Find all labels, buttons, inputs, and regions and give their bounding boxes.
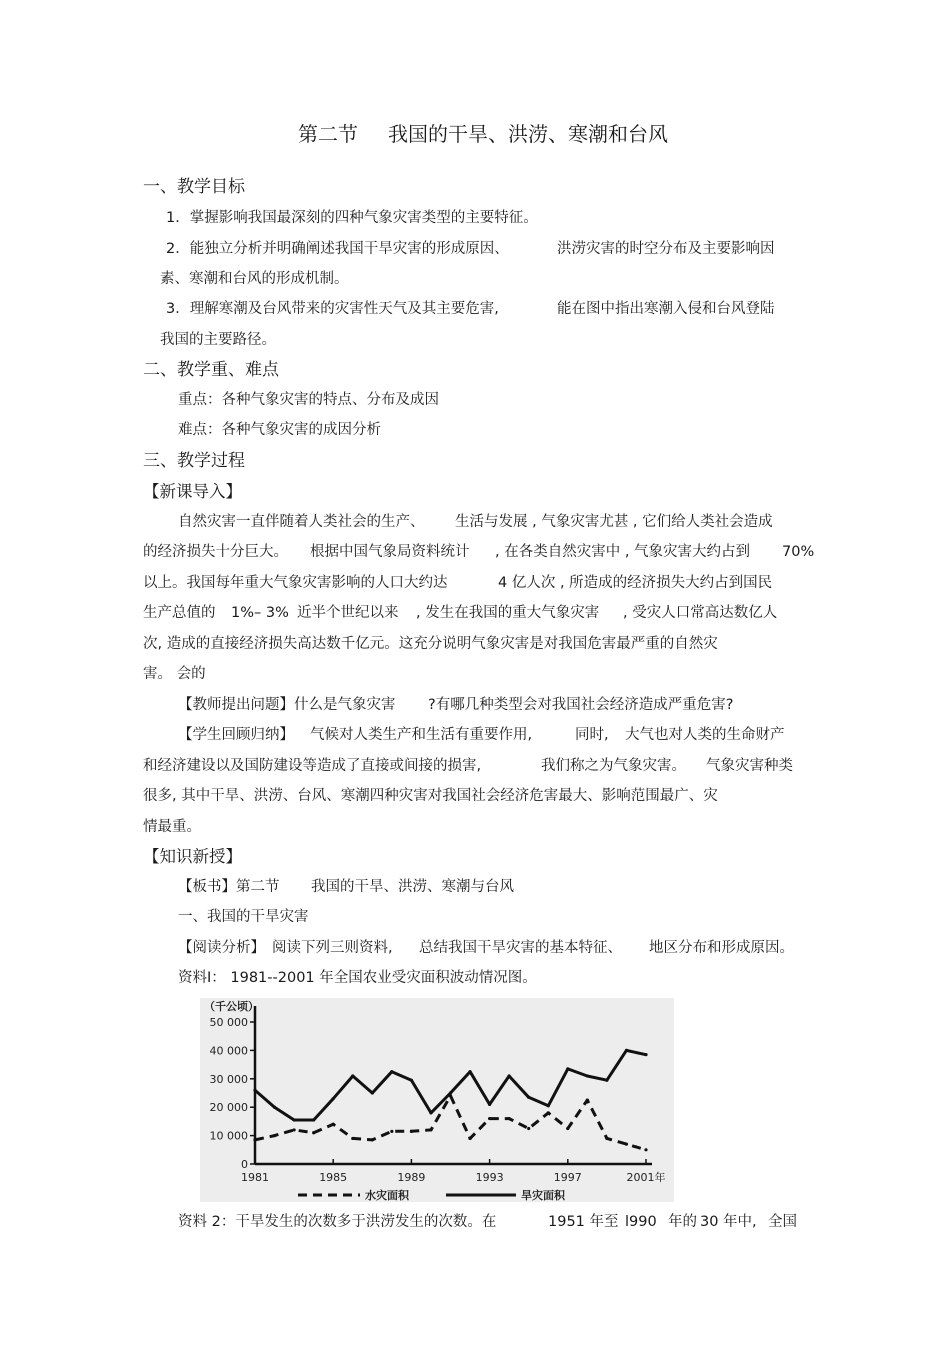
flood-data-point: [253, 1138, 256, 1141]
intro-line-1a: 自然灾害一直伴随着人类社会的生产、: [178, 514, 425, 530]
drought-data-point: [566, 1067, 569, 1070]
flood-data-point: [468, 1137, 471, 1140]
flood-data-point: [429, 1128, 432, 1131]
material-2b: 1951 年至: [548, 1214, 619, 1230]
difficult-point: 难点：各种气象灾害的成因分析: [178, 422, 381, 438]
drought-data-point: [625, 1049, 628, 1052]
drought-area-line: [255, 1050, 646, 1120]
student-summary-1a: 【学生回顾归纳】: [178, 727, 294, 743]
drought-data-point: [312, 1118, 315, 1121]
y-tick-label: 30 000: [209, 1072, 248, 1086]
drought-data-point: [605, 1079, 608, 1082]
flood-data-point: [566, 1127, 569, 1130]
material-1: 资料Ⅰ： 1981--2001 年全国农业受灾面积波动情况图。: [178, 970, 537, 986]
intro-line-2b: 根据中国气象局资料统计: [310, 544, 470, 560]
intro-line-4b: 1%– 3%: [231, 605, 289, 621]
intro-bracket: 【新课导入】: [143, 482, 242, 501]
drought-data-point: [644, 1053, 647, 1056]
objective-1: 1．掌握影响我国最深刻的四种气象灾害类型的主要特征。: [166, 210, 538, 226]
y-tick-label: 10 000: [209, 1129, 248, 1143]
objective-2c: 素、寒潮和台风的形成机制。: [160, 271, 349, 287]
intro-line-4c: 近半个世纪以来: [297, 605, 399, 621]
flood-data-point: [586, 1099, 589, 1102]
material-2f: 全国: [768, 1214, 797, 1230]
flood-data-point: [410, 1130, 413, 1133]
intro-line-2c: , 在各类自然灾害中 , 气象灾害大约占到: [495, 544, 751, 560]
flood-data-point: [293, 1128, 296, 1131]
student-summary-2a: 和经济建设以及国防建设等造成了直接或间接的损害,: [143, 758, 482, 774]
flood-data-point: [273, 1134, 276, 1137]
student-summary-2c: 气象灾害种类: [706, 758, 793, 774]
drought-data-point: [273, 1106, 276, 1109]
student-summary-1d: 大气也对人类的生命财产: [625, 727, 785, 743]
flood-data-point: [527, 1127, 530, 1130]
drought-data-point: [508, 1074, 511, 1077]
reading-a: 【阅读分析】: [178, 940, 265, 956]
heading-key-points: 二、教学重、难点: [143, 360, 279, 380]
drought-data-point: [429, 1111, 432, 1114]
drought-data-point: [586, 1074, 589, 1077]
x-tick-label: 1985: [319, 1171, 348, 1184]
drought-data-point: [488, 1103, 491, 1106]
disaster-area-chart: [200, 998, 674, 1202]
teacher-question-a: 【教师提出问题】什么是气象灾害: [178, 697, 396, 713]
x-tick-label: 1989: [397, 1171, 426, 1184]
intro-line-6: 害。 会的: [143, 666, 206, 682]
flood-data-point: [390, 1130, 393, 1133]
teacher-question-b: ?有哪几种类型会对我国社会经济造成严重危害?: [428, 697, 734, 713]
page-title: [298, 122, 668, 146]
flood-data-point: [644, 1148, 647, 1151]
intro-line-4a: 生产总值的: [143, 605, 216, 621]
intro-line-3a: 以上。我国每年重大气象灾害影响的人口大约达: [143, 575, 448, 591]
key-point: 重点：各种气象灾害的特点、分布及成因: [178, 392, 439, 408]
student-summary-3: 很多, 其中干旱、洪涝、台风、寒潮四种灾害对我国社会经济危害最大、影响范围最广、灾: [143, 788, 718, 804]
drought-data-point: [410, 1079, 413, 1082]
y-tick-label: 20 000: [209, 1101, 248, 1115]
intro-line-3b: 4 亿人次 , 所造成的经济损失大约占到国民: [498, 575, 773, 591]
x-tick-label: 2001年: [626, 1171, 666, 1184]
drought-data-point: [293, 1118, 296, 1121]
student-summary-2b: 我们称之为气象灾害。: [541, 758, 686, 774]
drought-data-point: [468, 1070, 471, 1073]
flood-area-line: [255, 1096, 646, 1150]
legend-flood-label: 水灾面积: [365, 1189, 409, 1202]
title-topic: 我国的干旱、洪涝、寒潮和台风: [388, 122, 668, 146]
flood-data-point: [449, 1094, 452, 1097]
flood-data-point: [508, 1117, 511, 1120]
reading-b: 阅读下列三则资料,: [272, 940, 393, 956]
flood-data-point: [312, 1131, 315, 1134]
board-b: 我国的干旱、洪涝、寒潮与台风: [311, 879, 514, 895]
title-section-number: 第二节: [298, 122, 358, 146]
objective-2b: 洪涝灾害的时空分布及主要影响因: [557, 241, 775, 257]
drought-data-point: [371, 1091, 374, 1094]
material-2e: 30 年中,: [700, 1214, 757, 1230]
board-a: 【板书】第二节: [178, 879, 280, 895]
y-tick-label: 40 000: [209, 1044, 248, 1058]
flood-data-point: [488, 1117, 491, 1120]
flood-data-point: [332, 1123, 335, 1126]
flood-data-point: [351, 1137, 354, 1140]
drought-data-point: [351, 1074, 354, 1077]
material-2d: 年的: [668, 1214, 697, 1230]
flood-data-point: [371, 1138, 374, 1141]
drought-data-point: [449, 1091, 452, 1094]
intro-line-2d: 70%: [782, 544, 815, 560]
intro-line-4d: , 发生在我国的重大气象灾害: [416, 605, 600, 621]
objective-3b: 能在图中指出寒潮入侵和台风登陆: [557, 301, 775, 317]
flood-data-point: [547, 1111, 550, 1114]
objective-3a: 3．理解寒潮及台风带来的灾害性天气及其主要危害,: [166, 301, 499, 317]
x-tick-label: 1997: [553, 1171, 582, 1184]
x-tick-label: 1981: [241, 1171, 269, 1184]
flood-data-point: [625, 1143, 628, 1146]
knowledge-bracket: 【知识新授】: [143, 847, 242, 866]
drought-data-point: [332, 1097, 335, 1100]
reading-d: 地区分布和形成原因。: [649, 940, 794, 956]
student-summary-1c: 同时,: [575, 727, 609, 743]
heading-process: 三、教学过程: [143, 451, 245, 471]
y-unit-label: （千公顷）: [204, 1000, 259, 1013]
drought-data-point: [390, 1070, 393, 1073]
intro-line-2a: 的经济损失十分巨大。: [143, 544, 288, 560]
y-tick-label: 50 000: [209, 1016, 248, 1029]
legend-drought-label: 旱灾面积: [521, 1189, 565, 1202]
drought-data-point: [547, 1104, 550, 1107]
objective-3c: 我国的主要路径。: [160, 332, 276, 348]
y-tick-label: 0: [241, 1158, 248, 1171]
material-2a: 资料 2：干旱发生的次数多于洪涝发生的次数。在: [178, 1214, 497, 1230]
heading-objectives: 一、教学目标: [143, 177, 245, 197]
intro-line-1b: 生活与发展 , 气象灾害尤甚 , 它们给人类社会造成: [455, 514, 773, 530]
subsection-drought: 一、我国的干旱灾害: [178, 909, 309, 925]
flood-data-point: [605, 1137, 608, 1140]
intro-line-4e: , 受灾人口常高达数亿人: [623, 605, 778, 621]
drought-data-point: [527, 1096, 530, 1099]
drought-data-point: [253, 1089, 256, 1092]
reading-c: 总结我国干旱灾害的基本特征、: [419, 940, 622, 956]
material-2c: l990: [625, 1214, 657, 1230]
student-summary-1b: 气候对人类生产和生活有重要作用,: [310, 727, 533, 743]
x-tick-label: 1993: [475, 1171, 504, 1184]
intro-line-5: 次, 造成的直接经济损失高达数千亿元。这充分说明气象灾害是对我国危害最严重的自然灾: [143, 636, 718, 652]
objective-2a: 2．能独立分析并明确阐述我国干旱灾害的形成原因、: [166, 241, 509, 257]
student-summary-4: 情最重。: [143, 819, 201, 835]
